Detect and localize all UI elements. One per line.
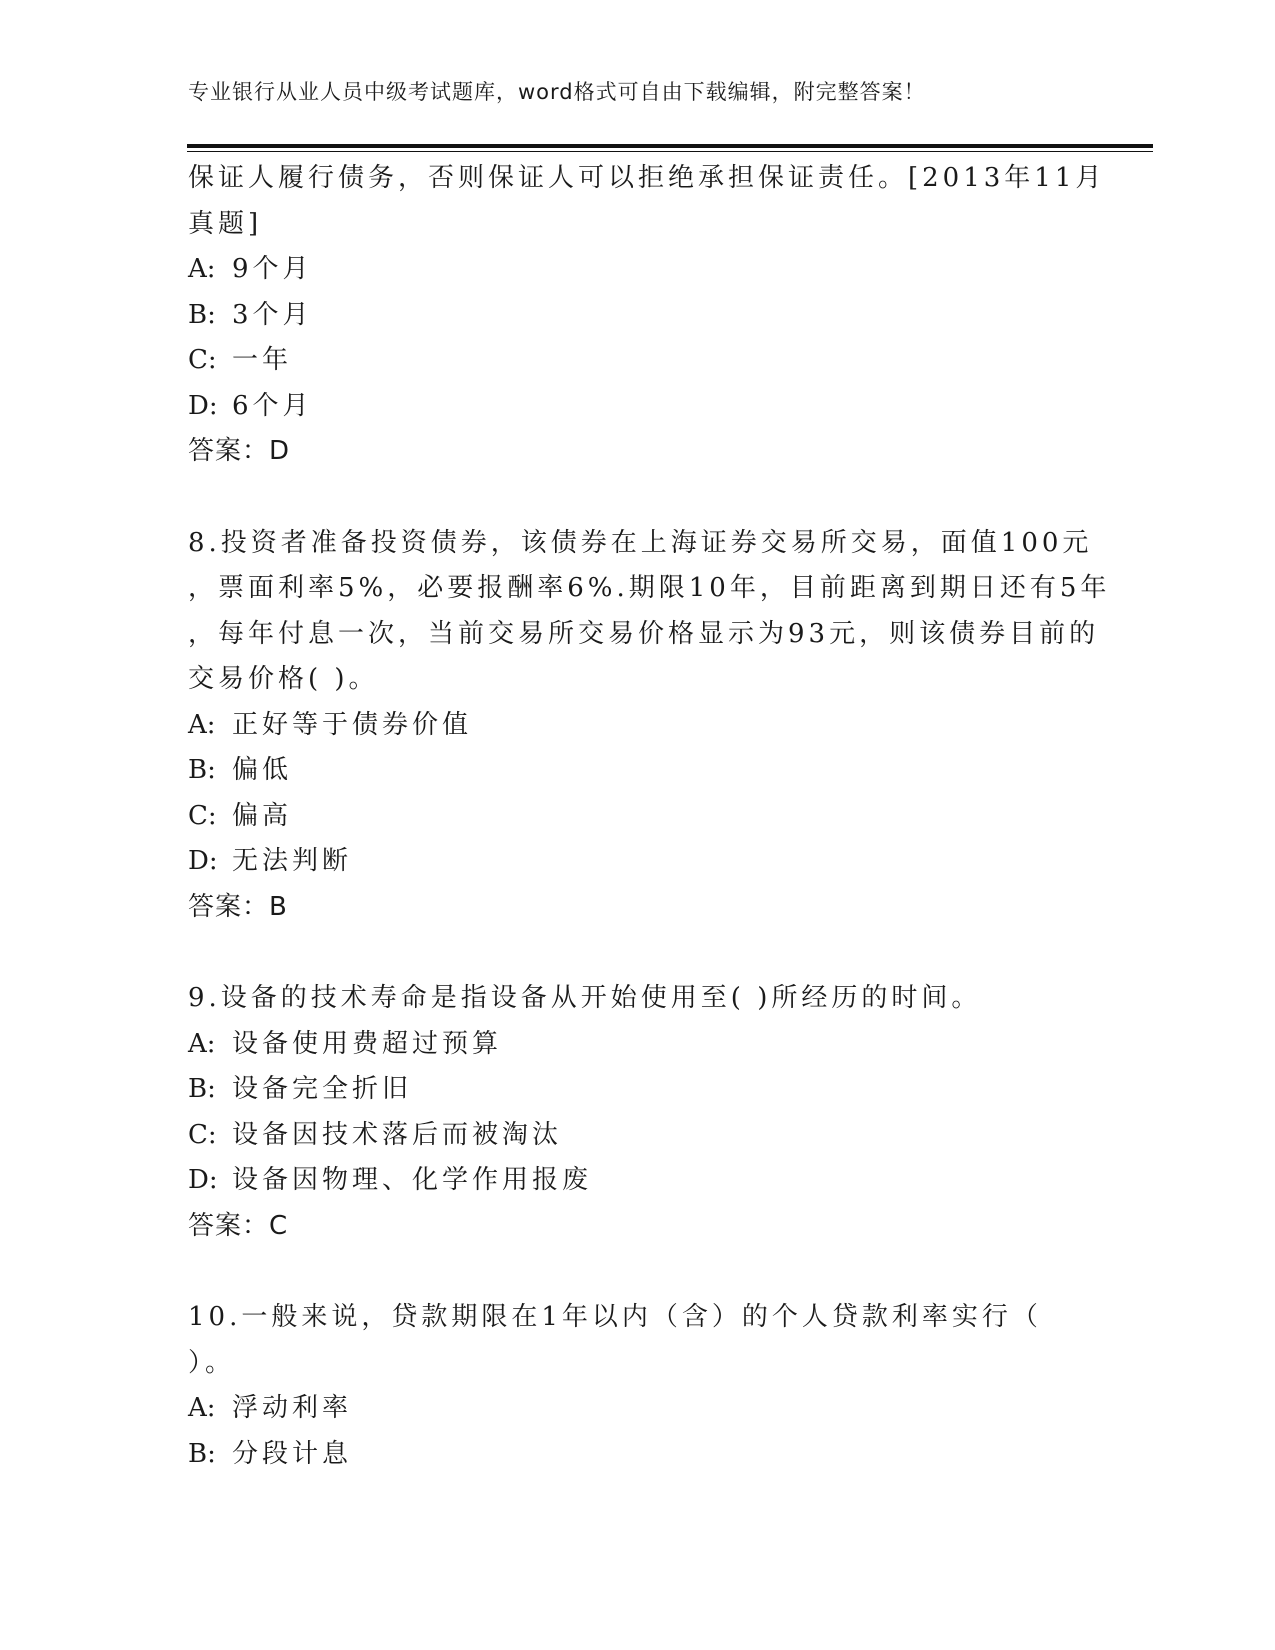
question-stem-line: 真题] <box>188 208 263 239</box>
question-7 <box>188 156 1106 475</box>
option-letter: C: <box>188 1119 217 1150</box>
option-text: 浮动利率 <box>232 1393 353 1423</box>
question-stem-line: 10.一般来说，贷款期限在1年以内（含）的个人贷款利率实行（ <box>188 1302 1042 1332</box>
question-stem-line: ，每年付息一次，当前交易所交易价格显示为93元，则该债券目前的 <box>188 618 1100 649</box>
option-c <box>188 794 1088 840</box>
option-text: 无法判断 <box>232 846 353 876</box>
option-d <box>188 839 1088 885</box>
option-letter: D: <box>188 846 218 876</box>
option-b <box>188 748 1088 794</box>
question-8 <box>188 521 1111 931</box>
answer-label: 答案：D <box>188 436 291 466</box>
option-text: 6个月 <box>232 390 313 421</box>
option-a <box>188 1386 1088 1432</box>
option-letter: A: <box>188 254 216 284</box>
option-letter: D: <box>188 1165 218 1195</box>
header-divider-thin <box>187 151 1153 152</box>
option-d <box>188 1158 1088 1204</box>
option-letter: B: <box>188 755 216 785</box>
option-text: 分段计息 <box>232 1438 353 1469</box>
option-b <box>188 1432 1088 1478</box>
option-d <box>188 384 1088 430</box>
question-stem-line: ，票面利率5%，必要报酬率6%.期限10年，目前距离到期日还有5年 <box>188 573 1111 603</box>
question-stem-line: 交易价格( )。 <box>188 664 379 694</box>
option-text: 设备因物理、化学作用报废 <box>232 1165 593 1195</box>
question-stem-line: 保证人履行债务，否则保证人可以拒绝承担保证责任。[2013年11月 <box>188 163 1106 193</box>
option-text: 正好等于债券价值 <box>232 709 473 740</box>
option-text: 3个月 <box>232 299 313 330</box>
option-text: 偏高 <box>232 800 293 831</box>
option-letter: A: <box>188 1028 216 1059</box>
question-9 <box>188 976 1088 1249</box>
option-a <box>188 1022 1088 1068</box>
option-c <box>188 338 1088 384</box>
option-text: 偏低 <box>232 755 293 785</box>
option-letter: C: <box>188 345 217 375</box>
option-a <box>188 703 1088 749</box>
answer-label: 答案：C <box>188 1210 289 1241</box>
option-letter: A: <box>188 1393 216 1423</box>
option-text: 一年 <box>232 345 293 375</box>
option-c <box>188 1113 1088 1159</box>
option-text: 9个月 <box>232 254 313 284</box>
option-letter: B: <box>188 1438 216 1469</box>
option-letter: B: <box>188 299 216 330</box>
question-stem-line: 9.设备的技术寿命是指设备从开始使用至( )所经历的时间。 <box>188 983 982 1013</box>
question-stem-line: 8.投资者准备投资债券，该债券在上海证券交易所交易，面值100元 <box>188 527 1093 558</box>
option-letter: D: <box>188 390 218 421</box>
answer-label: 答案：B <box>188 891 288 922</box>
option-text: 设备使用费超过预算 <box>232 1028 503 1059</box>
option-a <box>188 247 1088 293</box>
question-stem-line: ）。 <box>188 1347 236 1378</box>
question-10 <box>188 1295 1088 1477</box>
option-text: 设备因技术落后而被淘汰 <box>232 1119 563 1150</box>
option-b <box>188 293 1088 339</box>
option-letter: C: <box>188 800 217 831</box>
option-text: 设备完全折旧 <box>232 1074 413 1104</box>
header-divider-thick <box>187 144 1153 148</box>
page-header: 专业银行从业人员中级考试题库，word格式可自由下载编辑，附完整答案！ <box>188 80 926 104</box>
option-b <box>188 1067 1088 1113</box>
option-letter: A: <box>188 709 216 740</box>
option-letter: B: <box>188 1074 216 1104</box>
question-content <box>188 156 1111 1477</box>
